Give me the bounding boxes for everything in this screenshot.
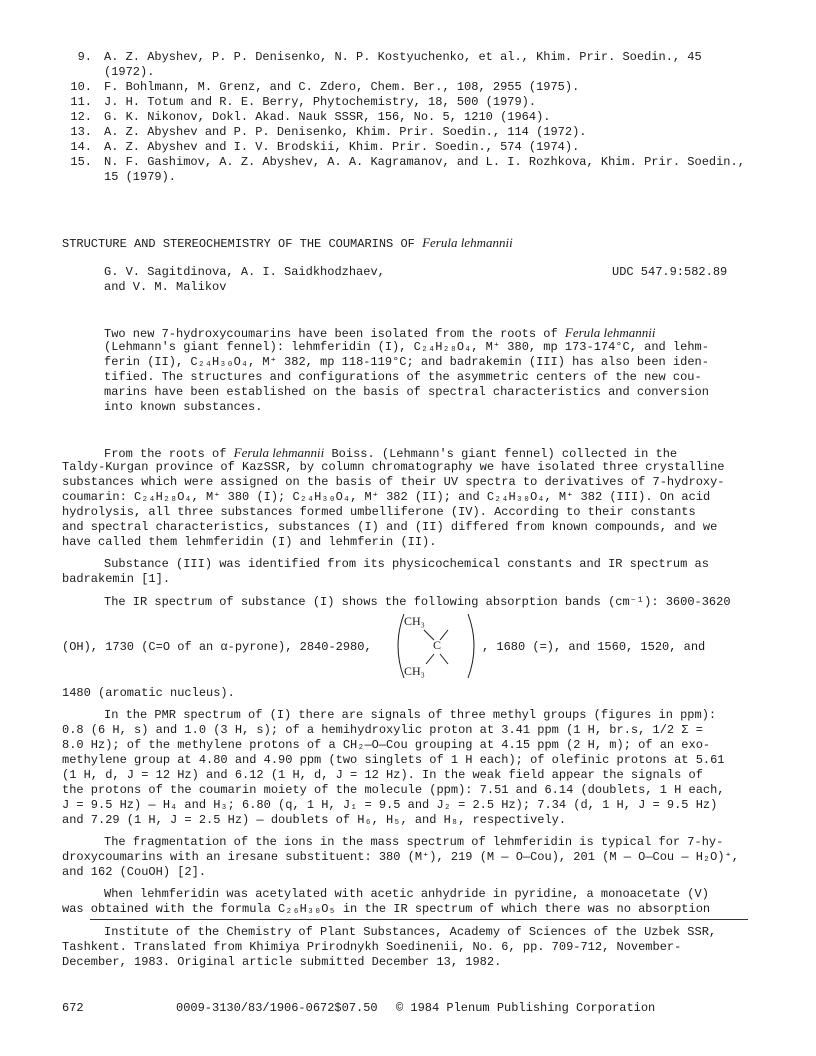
body-line: substances which were assigned on the basis of their UV spectra to derivatives of 7-hydroxy-: [62, 475, 725, 489]
body-line: Taldy-Kurgan province of KazSSR, by column chromatography we have isolated three crystalline: [62, 460, 725, 474]
reference-text: N. F. Gashimov, A. Z. Abyshev, A. A. Kagramanov, and L. I. Rozhkova, Khim. Prir. Soedin.,: [104, 155, 745, 169]
body-text: Boiss. (Lehmann's giant fennel) collected in the: [324, 447, 678, 461]
authors-line-2: and V. M. Malikov: [104, 280, 227, 294]
reference-number: 15.: [70, 155, 92, 169]
body-line: droxycoumarins with an iresane substituent: 380 (M⁺), 219 (M — O—Cou), 201 (M — O—Cou — H₂O)⁺,: [62, 850, 739, 864]
reference-number: 14.: [70, 140, 92, 154]
reference-text: A. Z. Abyshev and P. P. Denisenko, Khim. Prir. Soedin., 114 (1972).: [104, 125, 587, 139]
body-line: When lehmferidin was acetylated with acetic anhydride in pyridine, a monoacetate (V): [104, 887, 709, 901]
body-line: The IR spectrum of substance (I) shows the following absorption bands (cm⁻¹): 3600-3620: [104, 595, 731, 609]
body-line: coumarin: C₂₄H₂₈O₄, M⁺ 380 (I); C₂₄H₃₀O₄, M⁺ 382 (II); and C₂₄H₃₀O₄, M⁺ 382 (III). On acid: [62, 490, 711, 504]
page-number: 672: [62, 1001, 84, 1015]
abstract-line: tified. The structures and configurations of the asymmetric centers of the new cou-: [104, 370, 702, 384]
reference-text: A. Z. Abyshev, P. P. Denisenko, N. P. Kostyuchenko, et al., Khim. Prir. Soedin., 45: [104, 50, 702, 64]
body-line: 0.8 (6 H, s) and 1.0 (3 H, s); of a hemihydroxylic proton at 3.41 ppm (1 H, br.s, 1/2 Σ =: [62, 723, 703, 737]
reference-text: (1972).: [104, 65, 155, 79]
body-line: The fragmentation of the ions in the mass spectrum of lehmferidin is typical for 7-hy-: [104, 835, 724, 849]
body-line: Substance (III) was identified from its physicochemical constants and IR spectrum as: [104, 557, 709, 571]
title-text: STRUCTURE AND STEREOCHEMISTRY OF THE COUMARINS OF: [62, 237, 423, 251]
reference-text: G. K. Nikonov, Dokl. Akad. Nauk SSSR, 156, No. 5, 1210 (1964).: [104, 110, 551, 124]
title-species: Ferula lehmannii: [422, 235, 513, 250]
footnote-line: December, 1983. Original article submitted December 13, 1982.: [62, 955, 502, 969]
footnote-divider: [90, 919, 748, 920]
article-title: [62, 235, 513, 252]
structure-center-atom: C: [433, 638, 442, 652]
body-line: and spectral characteristics, substances (I) and (II) differed from known compounds, and we: [62, 520, 718, 534]
abstract-line: (Lehmann's giant fennel): lehmferidin (I), C₂₄H₂₈O₄, M⁺ 380, mp 173-174°C, and lehm-: [104, 340, 709, 354]
body-line: methylene group at 4.80 and 4.90 ppm (two singlets of 1 H each); of olefinic protons at 5.61: [62, 753, 725, 767]
body-line: In the PMR spectrum of (I) there are signals of three methyl groups (figures in ppm):: [104, 708, 717, 722]
footnote-line: Tashkent. Translated from Khimiya Prirodnykh Soedinenii, No. 6, pp. 709-712, November-: [62, 940, 682, 954]
body-line: and 7.29 (1 H, J = 2.5 Hz) — doublets of H₆, H₅, and H₈, respectively.: [62, 813, 567, 827]
structure-bottom-group: CH₃: [404, 664, 425, 678]
body-line: badrakemin [1].: [62, 572, 171, 586]
article-code: 0009-3130/83/1906-0672$07.50: [176, 1001, 378, 1015]
body-line: , 1680 (=), and 1560, 1520, and: [482, 640, 706, 654]
abstract-line: into known substances.: [104, 400, 263, 414]
structure-top-group: CH₃: [404, 614, 425, 628]
body-line: (1 H, d, J = 12 Hz) and 6.12 (1 H, d, J = 12 Hz). In the weak field appear the signals of: [62, 768, 703, 782]
body-line: J = 9.5 Hz) — H₄ and H₃; 6.80 (q, 1 H, J₁ = 9.5 and J₂ = 2.5 Hz); 7.34 (d, 1 H, J = 9.5 Hz): [62, 798, 718, 812]
body-line: (OH), 1730 (C=O of an α-pyrone), 2840-2980,: [62, 640, 372, 654]
reference-number: 10.: [70, 80, 92, 94]
authors-line-1: G. V. Sagitdinova, A. I. Saidkhodzhaev,: [104, 265, 385, 279]
reference-number: 12.: [70, 110, 92, 124]
footnote-line: Institute of the Chemistry of Plant Substances, Academy of Sciences of the Uzbek SSR,: [104, 925, 717, 939]
body-line: hydrolysis, all three substances formed umbelliferone (IV). According to their constants: [62, 505, 696, 519]
body-line: was obtained with the formula C₂₆H₃₀O₅ in the IR spectrum of which there was no absorption: [62, 902, 711, 916]
reference-text: F. Bohlmann, M. Grenz, and C. Zdero, Chem. Ber., 108, 2955 (1975).: [104, 80, 580, 94]
reference-number: 13.: [70, 125, 92, 139]
body-line: have called them lehmferidin (I) and lehmferin (II).: [62, 535, 437, 549]
body-species: Ferula lehmannii: [233, 445, 325, 460]
body-line: 1480 (aromatic nucleus).: [62, 686, 235, 700]
udc-code: UDC 547.9:582.89: [612, 265, 728, 279]
body-text: From the roots of: [104, 447, 234, 461]
right-parenthesis-icon: [468, 614, 474, 678]
abstract-line: marins have been established on the basis of spectral characteristics and conversion: [104, 385, 709, 399]
reference-text: A. Z. Abyshev and I. V. Brodskii, Khim. Prir. Soedin., 574 (1974).: [104, 140, 580, 154]
bond-line: [440, 654, 448, 664]
bond-line: [426, 654, 434, 664]
reference-text: J. H. Totum and R. E. Berry, Phytochemistry, 18, 500 (1979).: [104, 95, 537, 109]
bond-line: [440, 630, 448, 640]
body-line: and 162 (CouOH) [2].: [62, 865, 207, 879]
abstract-text: Two new 7-hydroxycoumarins have been isolated from the roots of: [104, 327, 565, 341]
body-line: the protons of the coumarin moiety of the molecule (ppm): 7.51 and 6.14 (doublets, 1 H each,: [62, 783, 725, 797]
abstract-line: ferin (II), C₂₄H₃₀O₄, M⁺ 382, mp 118-119°C; and badrakemin (III) has also been iden-: [104, 355, 709, 369]
reference-number: 11.: [70, 95, 92, 109]
reference-number: 9.: [77, 50, 92, 64]
abstract-species: Ferula lehmannii: [564, 325, 656, 340]
body-line: 8.0 Hz); of the methylene protons of a CH₂—O—Cou grouping at 4.15 ppm (2 H, m); of an exo-: [62, 738, 711, 752]
reference-text: 15 (1979).: [104, 170, 177, 184]
copyright-notice: © 1984 Plenum Publishing Corporation: [396, 1001, 656, 1015]
